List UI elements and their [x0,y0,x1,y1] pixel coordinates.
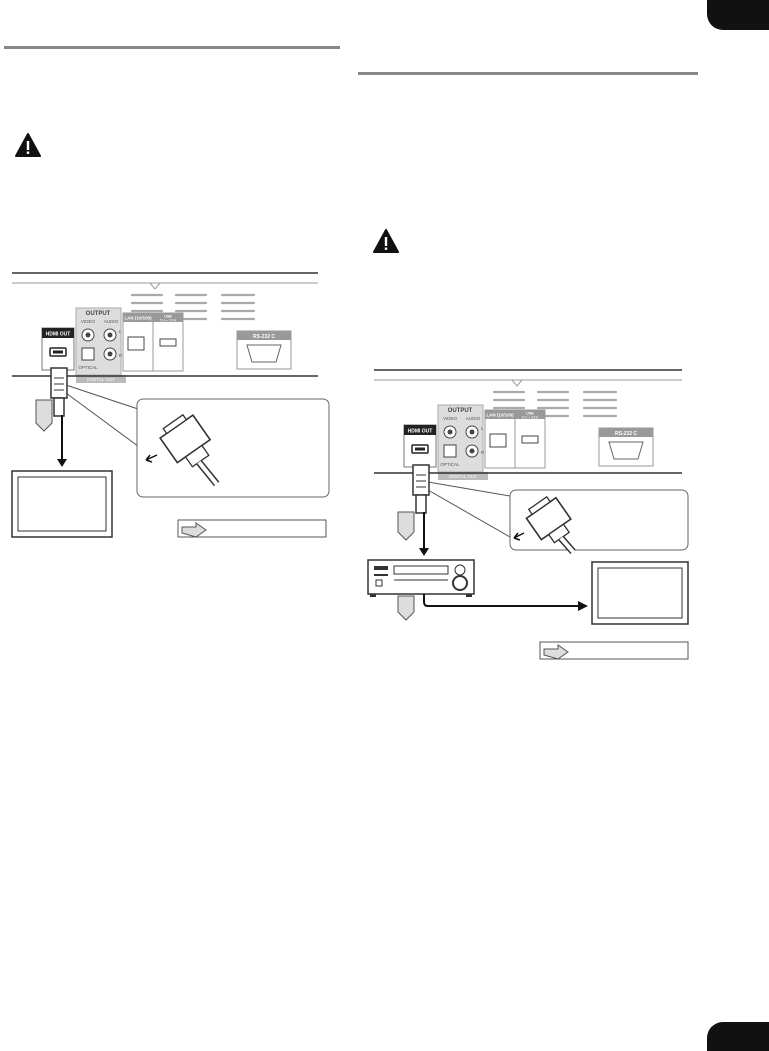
chapter-tab [707,0,769,30]
left-usb-spec: 5 V ⎓ 0.5 A [159,318,177,323]
left-digital-out-label: DIGITAL OUT [87,377,115,382]
right-usb-label: USB [526,411,534,416]
right-warning-icon [373,229,399,253]
left-connection-diagram [0,265,340,545]
left-optical-label: OPTICAL [78,365,98,370]
right-connection-diagram [362,362,692,662]
right-hdmi-out-label: HDMI OUT [407,428,433,435]
left-warning-icon [15,133,41,157]
left-video-label: VIDEO [80,319,96,324]
left-l-label: L [119,329,122,334]
left-lan-label: LAN (10/100) [124,315,152,321]
left-section-rule [4,46,340,49]
left-hdmi-out-label: HDMI OUT [45,331,71,338]
right-rs232c-label: RS-232 C [615,431,637,437]
left-output-label: OUTPUT [85,311,111,317]
left-audio-label: AUDIO [103,319,119,324]
right-r-label: R [481,450,485,455]
right-audio-label: AUDIO [465,416,481,421]
right-video-label: VIDEO [442,416,458,421]
right-usb-spec: 5 V ⎓ 0.5 A [521,415,539,420]
left-rs232c-label: RS-232 C [253,334,275,340]
right-output-label: OUTPUT [447,408,473,414]
left-usb-label: USB [164,314,172,319]
right-digital-out-label: DIGITAL OUT [449,474,477,479]
right-optical-label: OPTICAL [440,462,460,467]
right-section-rule [358,72,698,75]
left-r-label: R [119,353,123,358]
right-l-label: L [481,426,484,431]
page-number-tab [707,1022,769,1051]
right-lan-label: LAN (10/100) [486,412,514,418]
